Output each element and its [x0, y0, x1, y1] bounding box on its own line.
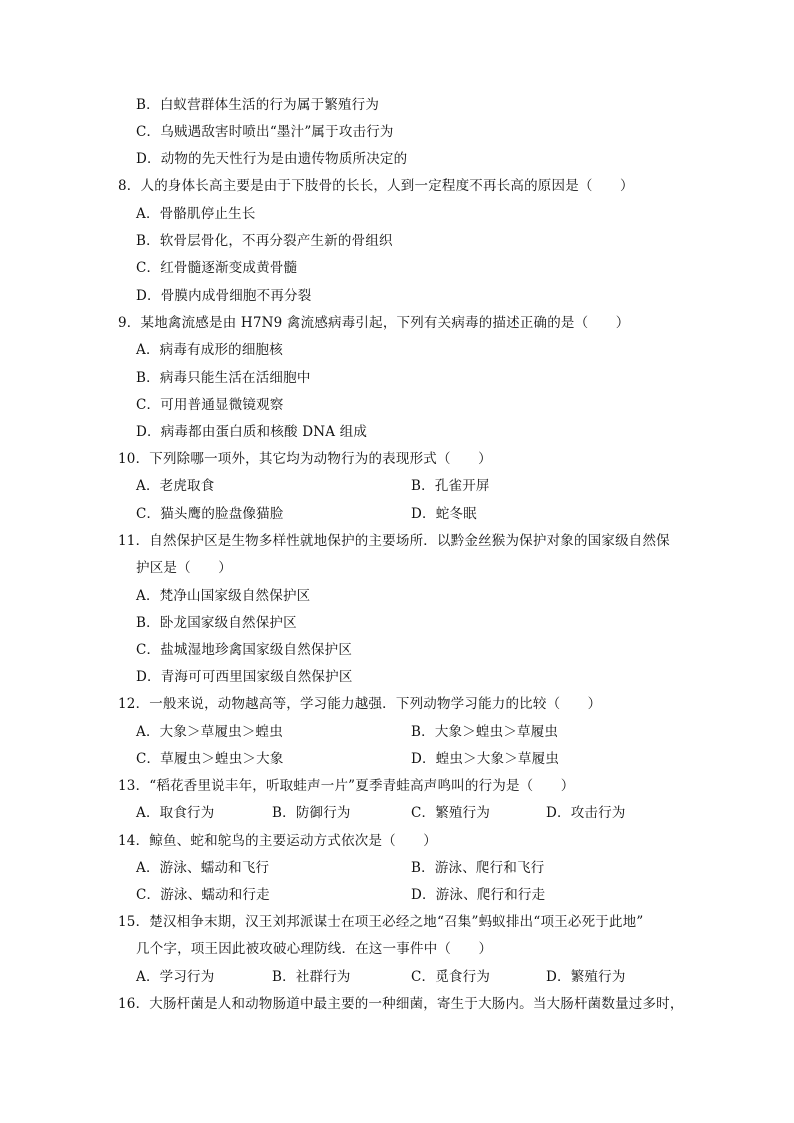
q10-option-c: C．猫头鹰的脸盘像猫脸	[136, 506, 284, 522]
q12-option-c: C．草履虫＞蝗虫＞大象	[136, 751, 284, 767]
q15-option-c: C．觅食行为	[411, 969, 491, 985]
q9-option-d: D．病毒都由蛋白质和核酸 DNA 组成	[136, 424, 368, 440]
q9-option-a: A．病毒有成形的细胞核	[136, 342, 283, 358]
q11-stem-line2: 护区是（ ）	[136, 560, 232, 576]
q10-stem: 10．下列除哪一项外，其它均为动物行为的表现形式（ ）	[118, 451, 492, 467]
q12-option-d: D．蝗虫＞大象＞草履虫	[411, 751, 560, 767]
q15-option-a: A．学习行为	[136, 969, 215, 985]
q10-option-d: D．蛇冬眠	[411, 506, 477, 522]
q7-option-d: D．动物的先天性行为是由遗传物质所决定的	[136, 151, 408, 167]
q15-option-d: D．繁殖行为	[546, 969, 626, 985]
q15-stem-line2: 几个字，项王因此被攻破心理防线．在这一事件中（ ）	[136, 941, 493, 957]
q13-option-b: B．防御行为	[272, 805, 351, 821]
q10-option-b: B．孔雀开屏	[411, 478, 490, 494]
q15-option-b: B．社群行为	[272, 969, 351, 985]
q14-stem: 14．鲸鱼、蛇和鸵鸟的主要运动方式依次是（ ）	[118, 833, 437, 849]
q13-option-c: C．繁殖行为	[411, 805, 491, 821]
q7-option-c: C．乌贼遇敌害时喷出“墨汁”属于攻击行为	[136, 124, 394, 140]
q12-option-a: A．大象＞草履虫＞蝗虫	[136, 724, 283, 740]
q9-stem: 9．某地禽流感是由 H7N9 禽流感病毒引起，下列有关病毒的描述正确的是（ ）	[118, 315, 630, 331]
q14-option-d: D．游泳、爬行和行走	[411, 887, 546, 903]
q14-option-b: B．游泳、爬行和飞行	[411, 860, 545, 876]
q16-stem-line1: 16．大肠杆菌是人和动物肠道中最主要的一种细菌，寄生于大肠内。当大肠杆菌数量过多时，	[118, 996, 684, 1012]
q8-option-a: A．骨骼肌停止生长	[136, 206, 256, 222]
q9-option-c: C．可用普通显微镜观察	[136, 397, 284, 413]
q13-option-d: D．攻击行为	[546, 805, 626, 821]
q10-option-a: A．老虎取食	[136, 478, 215, 494]
q11-option-a: A．梵净山国家级自然保护区	[136, 588, 311, 604]
q9-option-b: B．病毒只能生活在活细胞中	[136, 370, 311, 386]
q7-option-b: B．白蚁营群体生活的行为属于繁殖行为	[136, 97, 380, 113]
q14-option-a: A．游泳、蠕动和飞行	[136, 860, 270, 876]
q12-option-b: B．大象＞蝗虫＞草履虫	[411, 724, 559, 740]
q11-stem-line1: 11．自然保护区是生物多样性就地保护的主要场所．以黔金丝猴为保护对象的国家级自然保	[118, 533, 670, 549]
q11-option-d: D．青海可可西里国家级自然保护区	[136, 669, 353, 685]
q8-option-d: D．骨膜内成骨细胞不再分裂	[136, 288, 312, 304]
q13-option-a: A．取食行为	[136, 805, 215, 821]
q14-option-c: C．游泳、蠕动和行走	[136, 887, 270, 903]
q11-option-b: B．卧龙国家级自然保护区	[136, 615, 297, 631]
q13-stem: 13．“稻花香里说丰年，听取蛙声一片”夏季青蛙高声鸣叫的行为是（ ）	[118, 778, 575, 794]
q8-stem: 8．人的身体长高主要是由于下肢骨的长长，人到一定程度不再长高的原因是（ ）	[118, 178, 634, 194]
q12-stem: 12．一般来说，动物越高等，学习能力越强．下列动物学习能力的比较（ ）	[118, 696, 602, 712]
q8-option-c: C．红骨髓逐渐变成黄骨髓	[136, 260, 298, 276]
q8-option-b: B．软骨层骨化，不再分裂产生新的骨组织	[136, 233, 393, 249]
q15-stem-line1: 15．楚汉相争末期，汉王刘邦派谋士在项王必经之地“召集”蚂蚁排出“项王必死于此地”	[118, 914, 644, 930]
q11-option-c: C．盐城湿地珍禽国家级自然保护区	[136, 642, 353, 658]
